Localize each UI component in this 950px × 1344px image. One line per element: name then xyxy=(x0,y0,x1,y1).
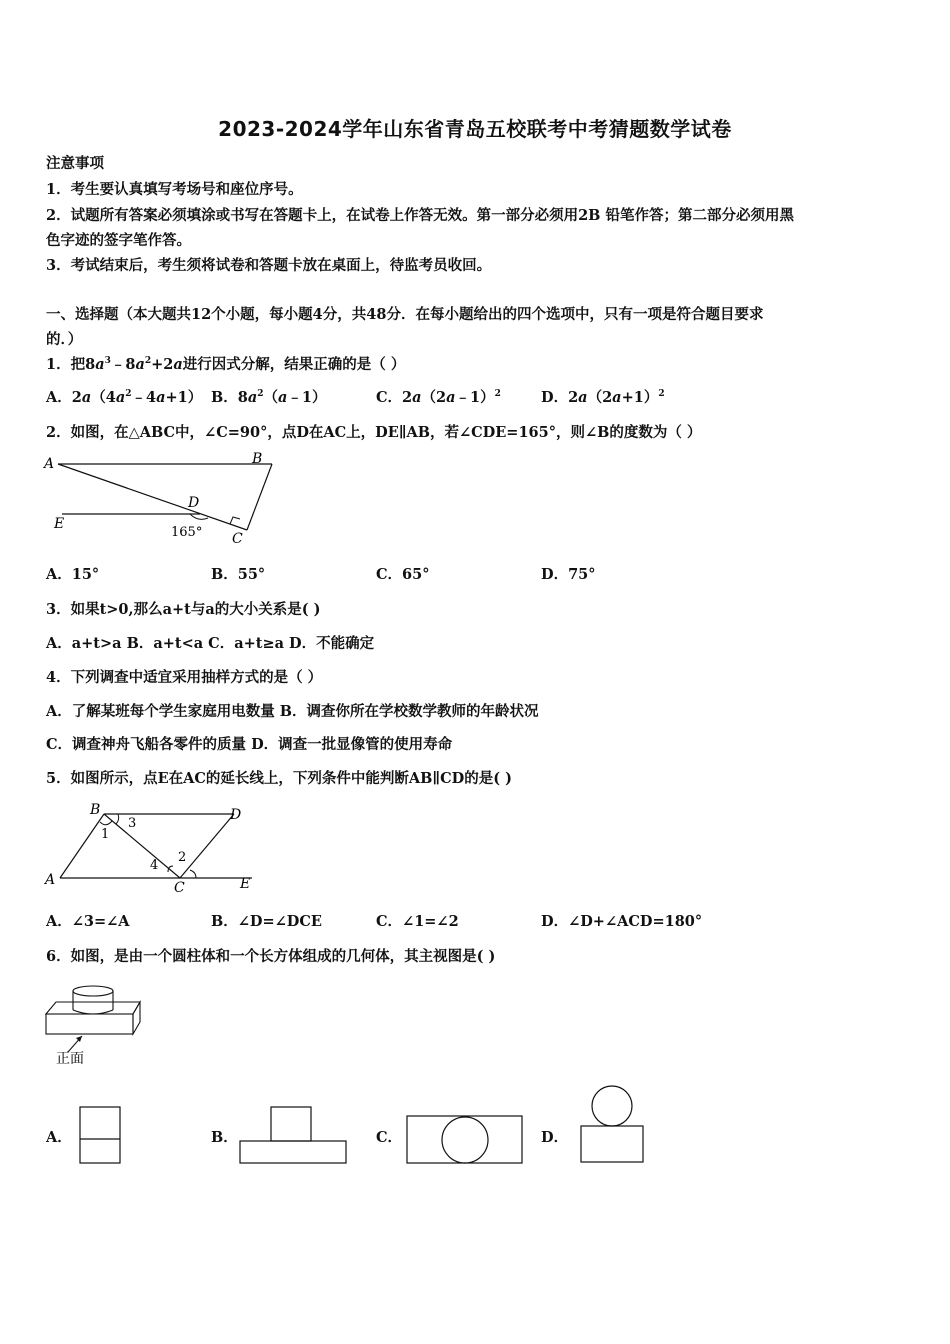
q2-option-d[interactable]: D．75° xyxy=(541,566,596,583)
question-2: 2．如图，在△ABC中，∠C=90°，点D在AC上，DE∥AB，若∠CDE=165°，则∠B的度数为（ ） xyxy=(46,424,702,441)
notice-item-3: 3．考试结束后，考生须将试卷和答题卡放在桌面上，待监考员收回。 xyxy=(46,257,492,274)
q2-label-c: C xyxy=(232,531,243,547)
q6-option-c-label[interactable]: C． xyxy=(376,1129,403,1146)
question-4: 4．下列调查中适宜采用抽样方式的是（ ） xyxy=(46,669,323,686)
q6-box-top xyxy=(46,1002,140,1014)
question-6: 6．如图，是由一个圆柱体和一个长方体组成的几何体，其主视图是( ) xyxy=(46,948,496,965)
q5-option-d[interactable]: D．∠D+∠ACD=180° xyxy=(541,913,703,930)
q5-label-1: 1 xyxy=(101,827,110,842)
q5-segment-ab xyxy=(60,814,104,878)
q5-label-3: 3 xyxy=(128,816,137,831)
q5-option-c[interactable]: C．∠1=∠2 xyxy=(376,913,459,930)
section-heading: 一、选择题（本大题共12个小题，每小题4分，共48分．在每小题给出的四个选项中，只有一项是符合题目要求 xyxy=(46,306,764,323)
q2-segment-ac xyxy=(58,464,247,530)
notice-item-2: 2．试题所有答案必须填涂或书写在答题卡上，在试卷上作答无效。第一部分必须用2B 铅笔作答；第二部分必须用黑 xyxy=(46,207,794,224)
q6-solid-figure xyxy=(40,980,150,1070)
q6-cylinder-bottom xyxy=(73,1010,113,1014)
q1-option-a[interactable]: A．$2a(4a^2﹣4a+1)$ xyxy=(46,389,203,406)
q4-options-row-1[interactable]: A．了解某班每个学生家庭用电数量 B．调查你所在学校数学教师的年龄状况 xyxy=(46,703,539,720)
q2-right-angle-mark xyxy=(230,517,240,524)
q1-option-b[interactable]: B．$8a^2(a﹣1)$ xyxy=(211,389,327,406)
q2-triangle-figure xyxy=(40,448,280,553)
q5-option-b[interactable]: B．∠D=∠DCE xyxy=(211,913,322,930)
section-heading-cont: 的．） xyxy=(46,331,83,348)
q5-label-e: E xyxy=(240,876,251,892)
q5-segment-dc xyxy=(180,814,234,878)
q2-option-c[interactable]: C．65° xyxy=(376,566,430,583)
q1-option-d[interactable]: D．$2a(2a+1)^2$ xyxy=(541,389,665,406)
q5-angle-arc-3 xyxy=(116,814,119,824)
q2-label-a: A xyxy=(44,456,55,472)
q5-angle-arc-1 xyxy=(100,821,112,825)
q5-option-a[interactable]: A．∠3=∠A xyxy=(46,913,130,930)
q6-option-d-figure[interactable] xyxy=(578,1084,648,1168)
q6-option-b-figure[interactable] xyxy=(238,1105,350,1167)
q2-option-a[interactable]: A．15° xyxy=(46,566,100,583)
q6-cylinder-top xyxy=(73,986,113,996)
q6-option-c-figure[interactable] xyxy=(405,1112,527,1168)
page-title: 2023-2024学年山东省青岛五校联考中考猜题数学试卷 xyxy=(218,117,732,141)
q3-options[interactable]: A．a+t>a B．a+t<a C．a+t≥a D．不能确定 xyxy=(46,635,375,652)
q6-box-front xyxy=(46,1014,133,1034)
q5-label-b: B xyxy=(90,802,101,818)
q5-label-c: C xyxy=(174,880,185,895)
q2-label-b: B xyxy=(252,451,263,467)
q4-options-row-2[interactable]: C．调查神舟飞船各零件的质量 D．调查一批显像管的使用寿命 xyxy=(46,736,453,753)
q6-front-label: 正面 xyxy=(56,1051,84,1067)
q5-label-2: 2 xyxy=(178,850,187,865)
q6-box-side xyxy=(133,1002,140,1034)
question-3: 3．如果t>0,那么a+t与a的大小关系是( ) xyxy=(46,601,321,618)
q2-label-d: D xyxy=(188,495,200,511)
q6-option-b-label[interactable]: B． xyxy=(211,1129,238,1146)
question-5: 5．如图所示，点E在AC的延长线上，下列条件中能判断AB∥CD的是( ) xyxy=(46,770,512,787)
q6-option-d-label[interactable]: D． xyxy=(541,1129,569,1146)
q1-option-c[interactable]: C．2a（2a﹣1）$^2$ xyxy=(376,389,501,406)
question-1: 1．把$8a^3﹣8a^2+2a$进行因式分解，结果正确的是（ ） xyxy=(46,356,406,373)
notice-heading: 注意事项 xyxy=(46,155,104,172)
q5-parallelogram-figure xyxy=(40,800,265,895)
q5-label-a: A xyxy=(45,872,56,888)
q5-label-4: 4 xyxy=(150,858,159,873)
notice-item-2-cont: 色字迹的签字笔作答。 xyxy=(46,232,191,249)
q2-angle-arc xyxy=(190,514,208,519)
q2-label-e: E xyxy=(54,516,65,532)
q6-option-a-label[interactable]: A． xyxy=(46,1129,72,1146)
q5-label-d: D xyxy=(230,807,242,823)
q6-option-a-figure[interactable] xyxy=(78,1105,126,1167)
q2-option-b[interactable]: B．55° xyxy=(211,566,266,583)
notice-item-1: 1．考生要认真填写考场号和座位序号。 xyxy=(46,181,303,198)
q2-segment-bc xyxy=(247,464,272,530)
q2-angle-label: 165° xyxy=(171,525,203,540)
q5-angle-arc-2 xyxy=(190,870,196,878)
